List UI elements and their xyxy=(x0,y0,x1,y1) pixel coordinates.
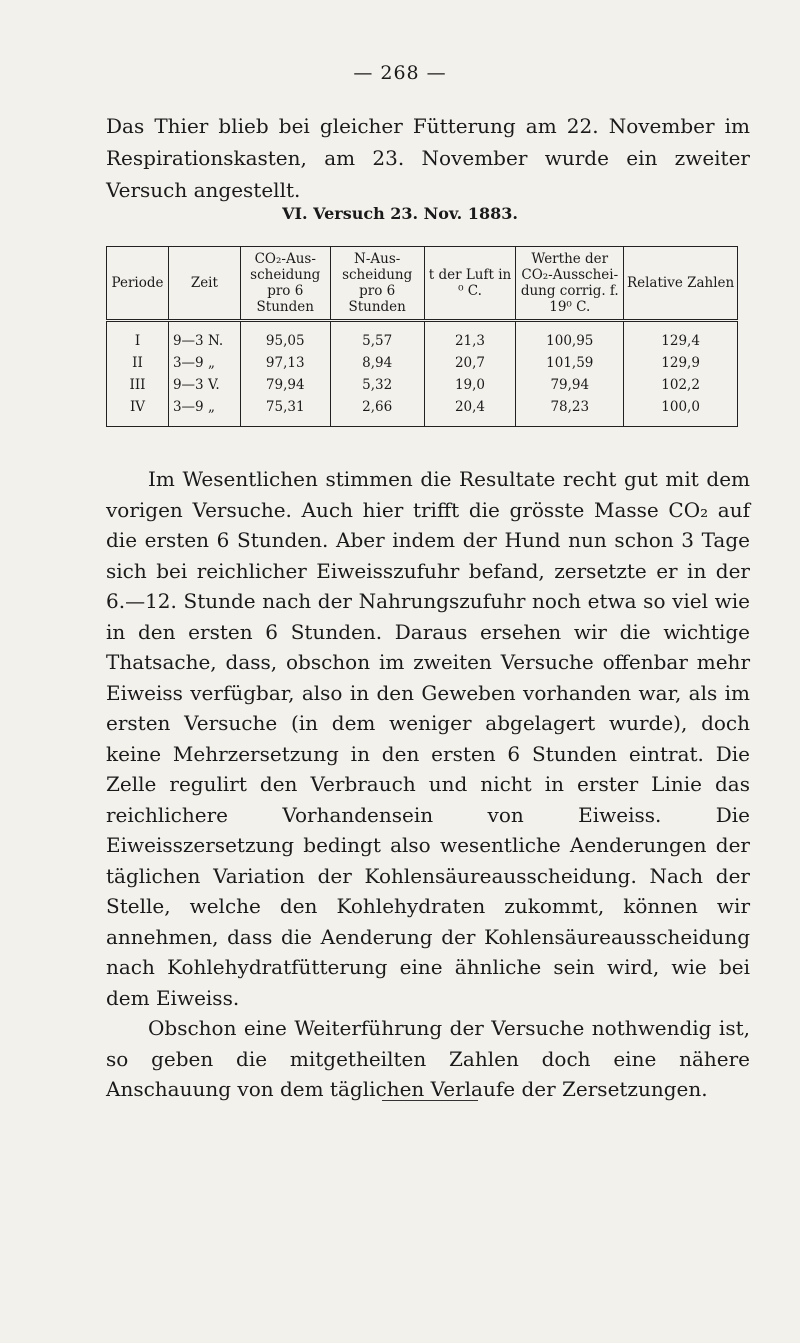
cell-temp: 20,4 xyxy=(424,396,516,427)
cell-zeit: 9—3 V. xyxy=(168,374,240,396)
header-co2: CO₂-Aus-scheidung pro 6 Stunden xyxy=(240,247,330,321)
cell-relative: 129,4 xyxy=(624,321,738,353)
cell-n: 5,32 xyxy=(330,374,424,396)
body-text xyxy=(106,464,750,1105)
cell-co2: 97,13 xyxy=(240,352,330,374)
cell-co2: 95,05 xyxy=(240,321,330,353)
cell-n: 5,57 xyxy=(330,321,424,353)
header-zeit: Zeit xyxy=(168,247,240,321)
cell-relative: 102,2 xyxy=(624,374,738,396)
cell-periode: II xyxy=(107,352,169,374)
table-title: VI. Versuch 23. Nov. 1883. xyxy=(282,204,518,223)
cell-periode: I xyxy=(107,321,169,353)
table-row xyxy=(107,321,738,353)
cell-temp: 20,7 xyxy=(424,352,516,374)
cell-relative: 129,9 xyxy=(624,352,738,374)
cell-periode: III xyxy=(107,374,169,396)
cell-temp: 21,3 xyxy=(424,321,516,353)
cell-corrected: 79,94 xyxy=(516,374,624,396)
cell-zeit: 3—9 „ xyxy=(168,352,240,374)
cell-corrected: 101,59 xyxy=(516,352,624,374)
cell-co2: 79,94 xyxy=(240,374,330,396)
cell-temp: 19,0 xyxy=(424,374,516,396)
cell-relative: 100,0 xyxy=(624,396,738,427)
paragraph: Im Wesentlichen stimmen die Resultate recht gut mit dem vorigen Versuche. Auch hier trifft die grösste Masse CO₂ auf die ersten 6 Stunden. Aber indem der Hund nun schon 3 Tage sich bei reichlicher Eiweisszufuhr befand, zersetzte er in der 6.—12. Stunde nach der Nahrungszufuhr noch etwa so viel wie in den ersten 6 Stunden. Daraus ersehen wir die wichtige Thatsache, dass, obschon im zweiten Versuche offenbar mehr Eiweiss verfügbar, also in den Geweben vorhanden war, als im ersten Versuche (in dem weniger abgelagert wurde), doch keine Mehrzersetzung in den ersten 6 Stunden eintrat. Die Zelle regulirt den Verbrauch und nicht in erster Linie das reichlichere Vorhandensein von Eiweiss. Die Eiweisszersetzung bedingt also wesentliche Aenderungen der täglichen Variation der Kohlensäureausscheidung. Nach der Stelle, welche den Kohlehydraten zukommt, können wir annehmen, dass die Aenderung der Kohlensäureausscheidung nach Kohlehydratfütterung eine ähnliche sein wird, wie bei dem Eiweiss. xyxy=(106,467,750,1010)
page-number: — 268 — xyxy=(353,62,447,84)
header-periode: Periode xyxy=(107,247,169,321)
table-header-row xyxy=(107,247,738,321)
cell-corrected: 78,23 xyxy=(516,396,624,427)
cell-periode: IV xyxy=(107,396,169,427)
table-row xyxy=(107,374,738,396)
header-corrected: Werthe der CO₂-Ausschei-dung corrig. f. 19⁰ C. xyxy=(516,247,624,321)
table-row xyxy=(107,352,738,374)
header-n: N-Aus-scheidung pro 6 Stunden xyxy=(330,247,424,321)
end-rule xyxy=(382,1100,478,1101)
cell-zeit: 9—3 N. xyxy=(168,321,240,353)
header-temp: t der Luft in ⁰ C. xyxy=(424,247,516,321)
table-row xyxy=(107,396,738,427)
cell-n: 8,94 xyxy=(330,352,424,374)
header-relative: Relative Zahlen xyxy=(624,247,738,321)
cell-co2: 75,31 xyxy=(240,396,330,427)
cell-n: 2,66 xyxy=(330,396,424,427)
experiment-table xyxy=(106,246,738,427)
cell-zeit: 3—9 „ xyxy=(168,396,240,427)
cell-corrected: 100,95 xyxy=(516,321,624,353)
paragraph: Obschon eine Weiterführung der Versuche nothwendig ist, so geben die mitgetheilten Zahlen doch eine nähere Anschauung von dem täglichen Verlaufe der Zersetzungen. xyxy=(106,1016,750,1101)
intro-paragraph: Das Thier blieb bei gleicher Fütterung am 22. November im Respirationskasten, am 23. November wurde ein zweiter Versuch angestellt. xyxy=(106,114,750,202)
